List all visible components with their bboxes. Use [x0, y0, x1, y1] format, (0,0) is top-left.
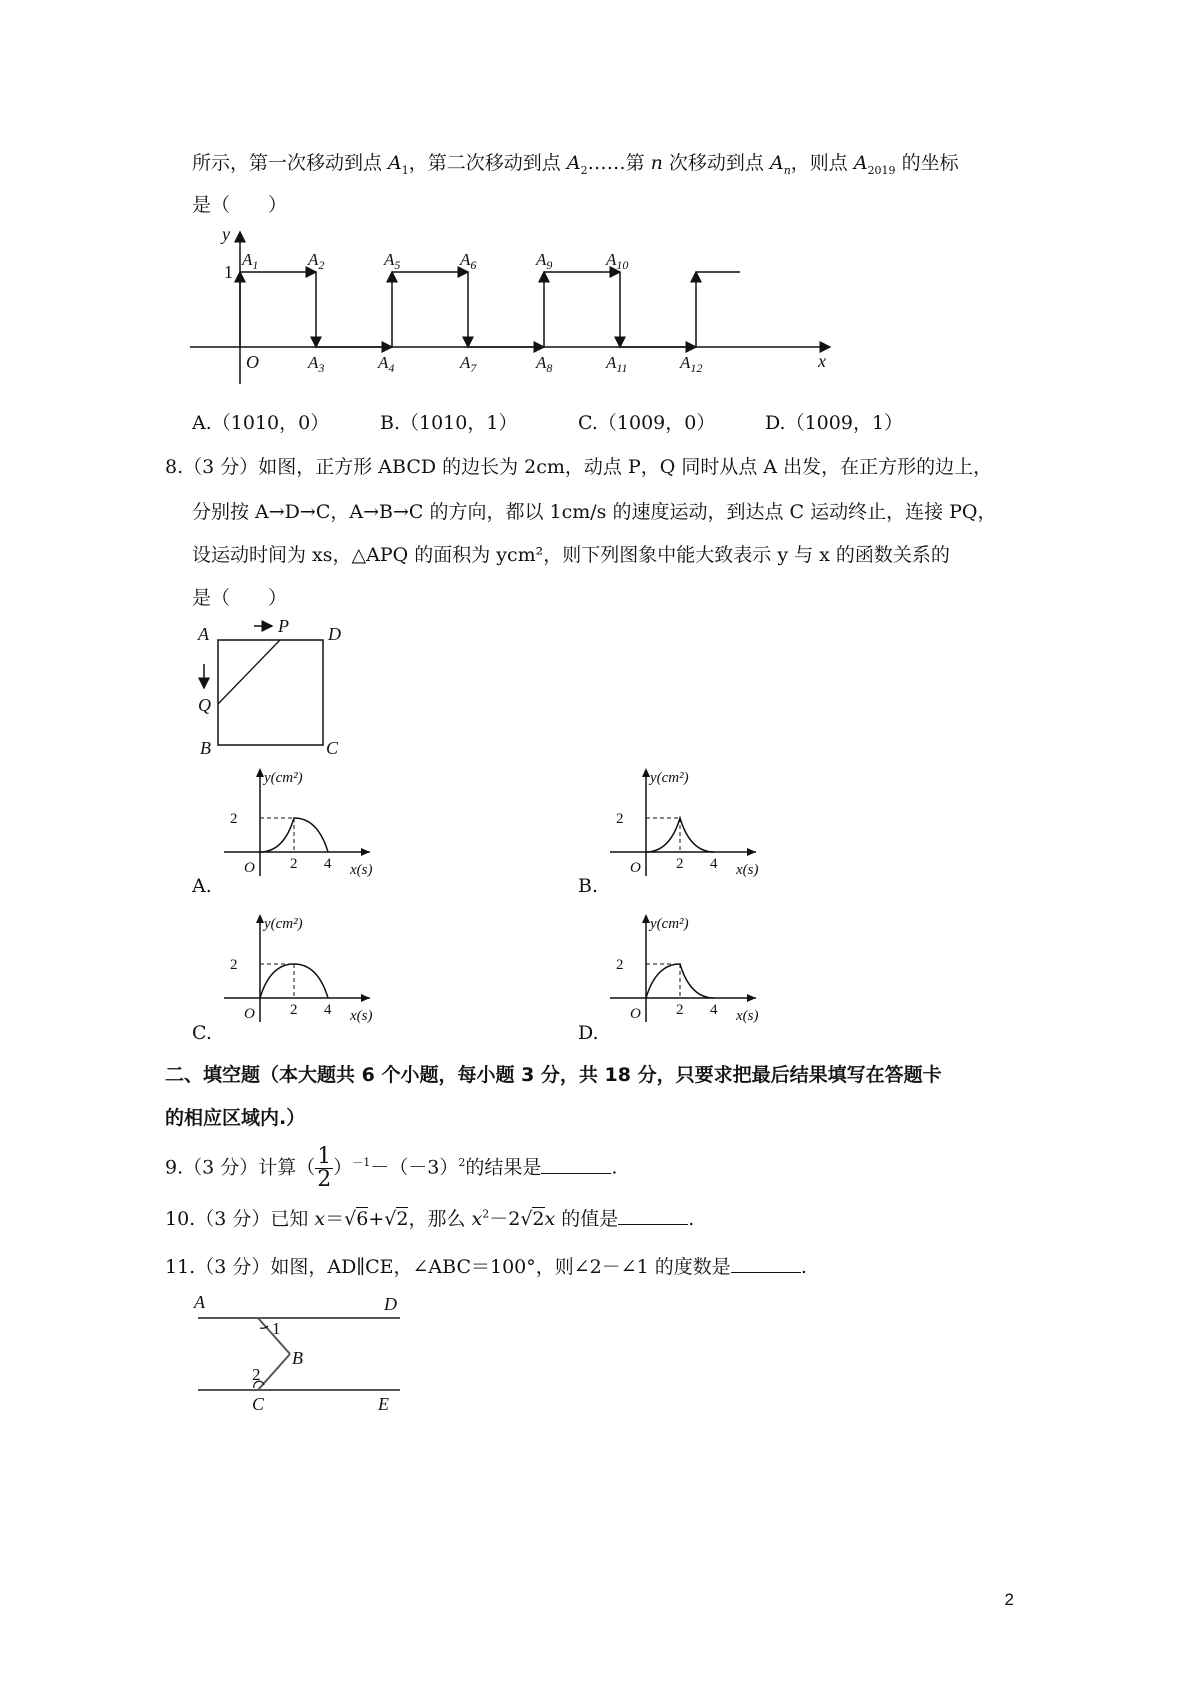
- x-axis-label: x(s): [350, 862, 373, 878]
- q8-label-A: A: [198, 624, 209, 644]
- q8-label-P: P: [278, 616, 289, 636]
- section2-heading-line1: 二、填空题（本大题共 6 个小题，每小题 3 分，共 18 分，只要求把最后结果填写在答题卡: [165, 1064, 942, 1086]
- q8-option-c-graph: [220, 910, 390, 1030]
- q11-label-B: B: [292, 1348, 303, 1368]
- q7-option-d: D.（1009，1）: [765, 412, 904, 434]
- y-axis-arrow-icon: [256, 768, 264, 777]
- y-axis-label: y(cm²): [264, 916, 303, 932]
- q7-label-A3: $A_3$: [308, 353, 325, 375]
- sqrt-icon: √: [344, 1208, 357, 1230]
- q7-x-label: x: [818, 351, 826, 371]
- q7-label-A11: $A_{11}$: [606, 353, 628, 375]
- q11-label-A: A: [194, 1292, 205, 1312]
- q8-option-a-graph: [220, 764, 390, 884]
- origin-label: O: [244, 860, 255, 876]
- x-axis-label: x(s): [736, 1008, 759, 1024]
- origin-label: O: [630, 1006, 641, 1022]
- x-tick-label-4: 4: [710, 1002, 718, 1018]
- q8-option-d-graph: [606, 910, 776, 1030]
- origin-label: O: [244, 1006, 255, 1022]
- x-tick-label-4: 4: [324, 856, 332, 872]
- q8-option-b-label: B.: [578, 875, 599, 897]
- q11-label-C: C: [252, 1394, 265, 1414]
- q10-text: 10.（3 分）已知 x＝√6+√2，那么 $x^2-2√2x$ 的值是 .: [165, 1207, 695, 1230]
- q7-label-A8: $A_8$: [536, 353, 553, 375]
- q7-y-label: y: [222, 224, 230, 244]
- q8-text-line1: 8.（3 分）如图，正方形 ABCD 的边长为 2cm，动点 P，Q 同时从点 A 出发，在正方形的边上，: [165, 456, 993, 478]
- q7-label-A6: $A_6$: [460, 250, 477, 272]
- q7-origin-label: O: [246, 352, 259, 372]
- section2-heading-line2: 的相应区域内.）: [165, 1107, 306, 1129]
- sqrt-icon: √: [520, 1208, 533, 1230]
- x-axis-arrow-icon: [747, 994, 756, 1002]
- x-tick-label-4: 4: [710, 856, 718, 872]
- x-tick-label-4: 4: [324, 1002, 332, 1018]
- q8-option-b-graph: [606, 764, 776, 884]
- q8-label-C: C: [326, 738, 339, 758]
- y-tick-label-2: 2: [616, 811, 624, 827]
- x-tick-label-2: 2: [676, 856, 684, 872]
- x-tick-label-2: 2: [290, 1002, 298, 1018]
- y-axis-arrow-icon: [642, 914, 650, 923]
- x-tick-label-2: 2: [676, 1002, 684, 1018]
- y-axis-label: y(cm²): [264, 770, 303, 786]
- x-axis-arrow-icon: [361, 848, 370, 856]
- x-axis-label: x(s): [736, 862, 759, 878]
- q7-figure: [190, 222, 850, 392]
- q8-option-c-label: C.: [192, 1022, 212, 1044]
- q7-label-A4: $A_4$: [378, 353, 395, 375]
- q7-label-A5: $A_5$: [384, 250, 401, 272]
- q11-answer-blank[interactable]: [731, 1256, 801, 1273]
- q11-label-E: E: [378, 1394, 389, 1414]
- q7-text-line1: 所示，第一次移动到点 $A_1$，第二次移动到点 $A_2\dots\dots$第 n 次移动到点 $A_n$，则点 $A_{2019}$ 的坐标: [192, 152, 959, 177]
- q7-option-a: A.（1010，0）: [192, 412, 330, 434]
- q10-answer-blank[interactable]: [618, 1208, 688, 1225]
- q11-figure: [192, 1288, 412, 1418]
- q7-label-A2: $A_2$: [308, 250, 325, 272]
- q8-option-d-label: D.: [578, 1022, 599, 1044]
- sqrt-icon: √: [384, 1208, 397, 1230]
- page-number: 2: [1004, 1590, 1014, 1609]
- q7-label-A7: $A_7$: [460, 353, 477, 375]
- x-axis-arrow-icon: [747, 848, 756, 856]
- y-axis-label: y(cm²): [650, 770, 689, 786]
- q8-square-figure: [196, 612, 356, 762]
- q8-label-Q: Q: [198, 695, 211, 715]
- x-axis-label: x(s): [350, 1008, 373, 1024]
- q7-label-A10: $A_{10}$: [606, 250, 629, 272]
- q11-label-1: 1: [272, 1319, 281, 1338]
- y-tick-label-2: 2: [230, 957, 238, 973]
- q11-label-D: D: [384, 1294, 397, 1314]
- q8-text-line4: 是（ ）: [192, 587, 288, 609]
- q7-option-c: C.（1009，0）: [578, 412, 716, 434]
- q7-text-line2: 是（ ）: [192, 194, 288, 216]
- origin-label: O: [630, 860, 641, 876]
- q7-label-A9: $A_9$: [536, 250, 553, 272]
- q8-label-B: B: [200, 738, 211, 758]
- q8-text-line3: 设运动时间为 xs，△APQ 的面积为 ycm²，则下列图象中能大致表示 y 与 x 的函数关系的: [192, 544, 950, 566]
- x-axis-arrow-icon: [361, 994, 370, 1002]
- q11-text: 11.（3 分）如图，AD∥CE，∠ABC＝100°，则∠2－∠1 的度数是 .: [165, 1256, 807, 1278]
- q8-text-line2: 分别按 A→D→C，A→B→C 的方向，都以 1cm/s 的速度运动，到达点 C 运动终止，连接 PQ，: [192, 501, 997, 523]
- q8-label-D: D: [328, 624, 341, 644]
- q7-option-b: B.（1010，1）: [380, 412, 518, 434]
- q9-fraction: $\frac{1}{2}$: [317, 1144, 332, 1192]
- y-axis-arrow-icon: [256, 914, 264, 923]
- q9-answer-blank[interactable]: [541, 1157, 611, 1174]
- y-tick-label-2: 2: [616, 957, 624, 973]
- y-axis-arrow-icon: [642, 768, 650, 777]
- q11-label-2: 2: [252, 1365, 261, 1384]
- x-tick-label-2: 2: [290, 856, 298, 872]
- y-tick-label-2: 2: [230, 811, 238, 827]
- q7-one-label: 1: [224, 262, 233, 282]
- q9-text: 9.（3 分）计算（ $\frac{1}{2}$ ）$^{-1}-(-3)^2$的结果是 .: [165, 1144, 618, 1192]
- q7-label-A1: $A_1$: [242, 250, 259, 272]
- y-axis-label: y(cm²): [650, 916, 689, 932]
- q8-option-a-label: A.: [192, 875, 212, 897]
- q7-label-A12: $A_{12}$: [680, 353, 703, 375]
